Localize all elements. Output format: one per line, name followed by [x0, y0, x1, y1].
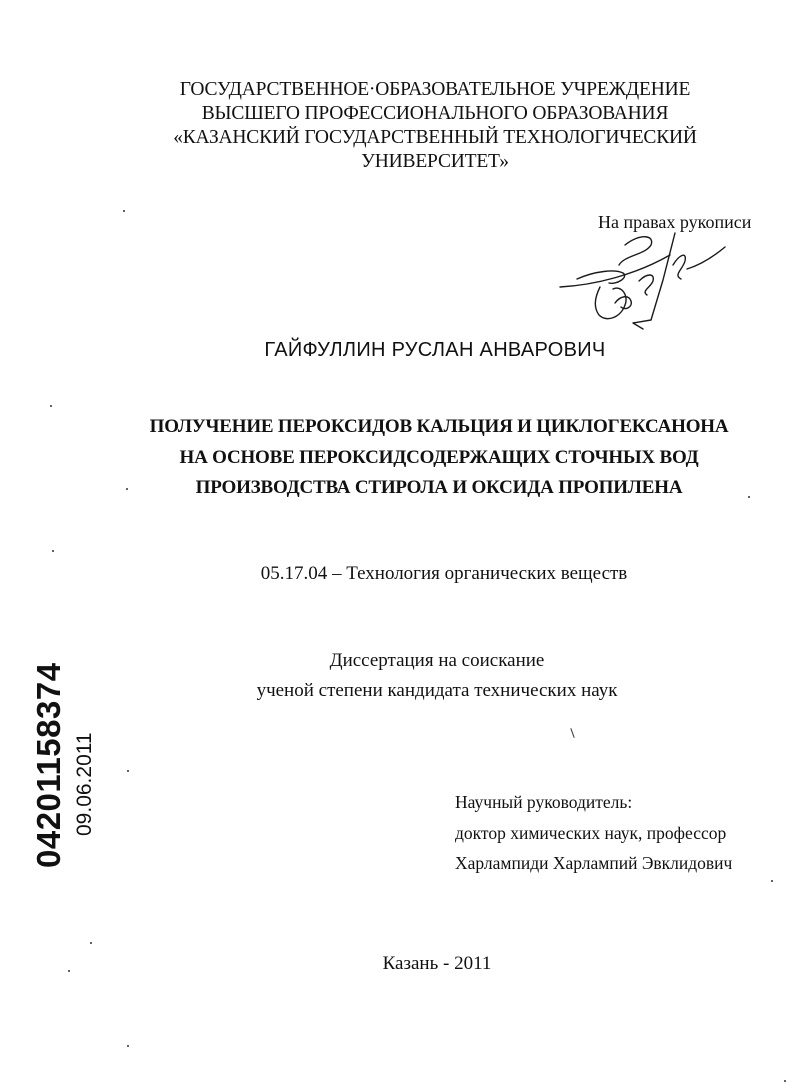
title-line-3: ПРОИЗВОДСТВА СТИРОЛА И ОКСИДА ПРОПИЛЕНА — [195, 477, 683, 498]
scan-speck — [126, 488, 128, 490]
manuscript-rights-note: На правах рукописи — [598, 212, 752, 232]
scan-speck — [68, 970, 70, 972]
supervisor-name: Харлампиди Харлампий Эвклидович — [455, 853, 733, 873]
library-stamp-date: 09.06.2011 — [73, 732, 96, 836]
author-name: ГАЙФУЛЛИН РУСЛАН АНВАРОВИЧ — [264, 339, 606, 361]
degree-line-1: Диссертация на соискание — [329, 650, 545, 671]
city-year: Казань - 2011 — [382, 953, 492, 974]
scan-speck — [570, 728, 574, 738]
dissertation-title — [0, 412, 799, 504]
institution-line-3: «КАЗАНСКИЙ ГОСУДАРСТВЕННЫЙ ТЕХНОЛОГИЧЕСКИЙ — [173, 127, 697, 148]
scan-speck — [771, 880, 773, 882]
supervisor-role: Научный руководитель: — [455, 792, 633, 812]
degree-line-2: ученой степени кандидата технических наук — [256, 680, 618, 701]
title-line-1: ПОЛУЧЕНИЕ ПЕРОКСИДОВ КАЛЬЦИЯ И ЦИКЛОГЕКСАНОНА — [149, 416, 729, 437]
author-signature — [555, 225, 740, 335]
supervisor-block — [455, 787, 732, 879]
scan-speck — [50, 405, 52, 407]
specialty-code: 05.17.04 – Технология органических веществ — [260, 563, 628, 584]
library-stamp-number: 04201158374 — [30, 662, 67, 868]
scan-speck — [784, 1080, 786, 1082]
scan-speck — [127, 1045, 129, 1047]
title-line-2: НА ОСНОВЕ ПЕРОКСИДСОДЕРЖАЩИХ СТОЧНЫХ ВОД — [179, 446, 699, 468]
institution-line-1: ГОСУДАРСТВЕННОЕ·ОБРАЗОВАТЕЛЬНОЕ УЧРЕЖДЕНИЕ — [179, 79, 691, 100]
scan-speck — [127, 770, 129, 772]
institution-line-4: УНИВЕРСИТЕТ» — [361, 151, 509, 172]
library-stamp — [12, 630, 102, 870]
institution-header — [0, 78, 799, 174]
degree-statement — [0, 646, 799, 706]
institution-line-2: ВЫСШЕГО ПРОФЕССИОНАЛЬНОГО ОБРАЗОВАНИЯ — [201, 103, 669, 124]
scan-speck — [748, 496, 750, 498]
scan-speck — [123, 210, 125, 212]
scan-speck — [52, 550, 54, 552]
supervisor-degree: доктор химических наук, профессор — [455, 822, 727, 843]
scan-speck — [90, 942, 92, 944]
